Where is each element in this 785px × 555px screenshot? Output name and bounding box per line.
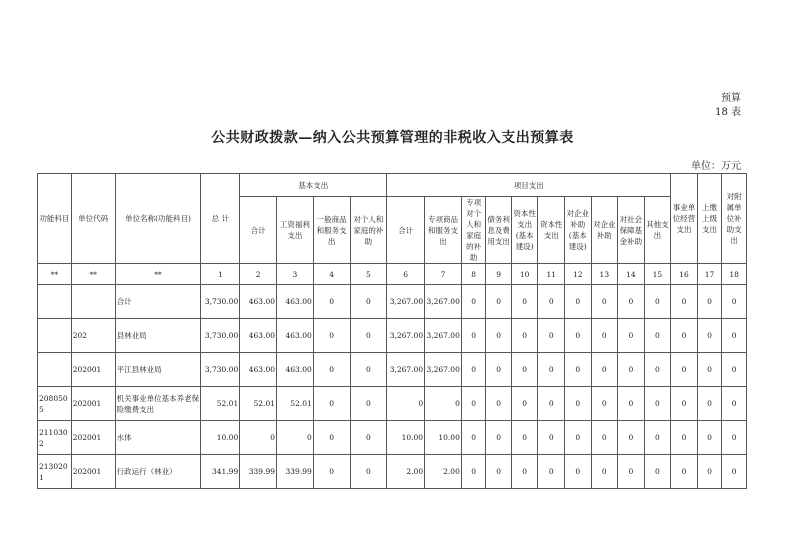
cell-affil: 0 xyxy=(722,387,747,421)
index-cell: 2 xyxy=(240,264,277,285)
index-cell: ** xyxy=(71,264,115,285)
index-cell: 16 xyxy=(671,264,698,285)
header-debt: 债务利息及费用支出 xyxy=(486,197,512,264)
cell-other: 0 xyxy=(644,421,671,455)
cell-wages: 0 xyxy=(277,421,314,455)
header-group-basic: 基本支出 xyxy=(240,174,387,197)
cell-ent-basic: 0 xyxy=(565,285,592,319)
cell-cap-basic: 0 xyxy=(511,285,538,319)
cell-ent-basic: 0 xyxy=(565,319,592,353)
cell-code: 202001 xyxy=(71,421,115,455)
cell-affil: 0 xyxy=(722,285,747,319)
cell-name: 机关事业单位基本养老保险缴费支出 xyxy=(115,387,201,421)
cell-func xyxy=(38,285,72,319)
header-unit-code: 单位代码 xyxy=(71,174,115,264)
cell-p-household: 0 xyxy=(461,455,486,489)
index-cell: 11 xyxy=(538,264,565,285)
index-cell: 17 xyxy=(697,264,722,285)
cell-debt: 0 xyxy=(486,421,512,455)
cell-wages: 52.01 xyxy=(277,387,314,421)
header-total: 总 计 xyxy=(201,174,240,264)
cell-goods: 0 xyxy=(313,387,350,421)
header-row-groups xyxy=(38,174,747,197)
cell-ent-basic: 0 xyxy=(565,455,592,489)
cell-ent-basic: 0 xyxy=(565,387,592,421)
cell-goods: 0 xyxy=(313,455,350,489)
index-cell: ** xyxy=(115,264,201,285)
cell-p-goods: 10.00 xyxy=(425,421,462,455)
index-cell: 4 xyxy=(313,264,350,285)
cell-goods: 0 xyxy=(313,353,350,387)
index-cell: 9 xyxy=(486,264,512,285)
cell-name: 合计 xyxy=(115,285,201,319)
cell-cap: 0 xyxy=(538,319,565,353)
header-capital-basic: 资本性支出(基本建设) xyxy=(511,197,538,264)
cell-social: 0 xyxy=(618,421,645,455)
index-cell: 18 xyxy=(722,264,747,285)
cell-household: 0 xyxy=(350,285,387,319)
cell-code: 202001 xyxy=(71,387,115,421)
cell-p-goods: 2.00 xyxy=(425,455,462,489)
form-number-label: 18 表 xyxy=(715,107,741,118)
cell-code: 202 xyxy=(71,319,115,353)
header-capital: 资本性支出 xyxy=(538,197,565,264)
cell-social: 0 xyxy=(618,455,645,489)
index-cell: 1 xyxy=(201,264,240,285)
cell-upper: 0 xyxy=(697,455,722,489)
cell-name: 平江县林业局 xyxy=(115,353,201,387)
cell-affil: 0 xyxy=(722,319,747,353)
cell-affil: 0 xyxy=(722,455,747,489)
cell-household: 0 xyxy=(350,353,387,387)
cell-code xyxy=(71,285,115,319)
header-unit-name: 单位名称(功能科目) xyxy=(115,174,201,264)
cell-cap-basic: 0 xyxy=(511,353,538,387)
cell-p-sum: 2.00 xyxy=(387,455,425,489)
cell-inst: 0 xyxy=(671,387,698,421)
header-enterprise-subsidy: 对企业补助 xyxy=(591,197,618,264)
cell-inst: 0 xyxy=(671,319,698,353)
cell-b-sum: 0 xyxy=(240,421,277,455)
cell-func: 2130201 xyxy=(38,455,72,489)
index-cell: 15 xyxy=(644,264,671,285)
cell-household: 0 xyxy=(350,421,387,455)
cell-social: 0 xyxy=(618,387,645,421)
cell-wages: 463.00 xyxy=(277,319,314,353)
cell-upper: 0 xyxy=(697,319,722,353)
cell-cap: 0 xyxy=(538,455,565,489)
cell-func xyxy=(38,319,72,353)
cell-other: 0 xyxy=(644,319,671,353)
header-affiliate-subsidy: 对附属单位补助支出 xyxy=(722,174,747,264)
cell-name: 县林业局 xyxy=(115,319,201,353)
cell-social: 0 xyxy=(618,285,645,319)
cell-total: 52.01 xyxy=(201,387,240,421)
cell-b-sum: 463.00 xyxy=(240,285,277,319)
cell-wages: 463.00 xyxy=(277,353,314,387)
form-type-label: 预算 xyxy=(721,93,741,104)
header-upper-pay: 上缴上级支出 xyxy=(697,174,722,264)
cell-p-sum: 3,267.00 xyxy=(387,319,425,353)
cell-upper: 0 xyxy=(697,387,722,421)
table-row xyxy=(38,387,747,421)
cell-affil: 0 xyxy=(722,353,747,387)
cell-cap-basic: 0 xyxy=(511,421,538,455)
index-cell: ** xyxy=(38,264,72,285)
index-cell: 8 xyxy=(461,264,486,285)
cell-inst: 0 xyxy=(671,421,698,455)
unit-label: 单位：万元 xyxy=(691,161,741,172)
cell-inst: 0 xyxy=(671,455,698,489)
cell-name: 行政运行（林业） xyxy=(115,455,201,489)
header-special-goods: 专项商品和服务支出 xyxy=(425,197,462,264)
header-wages: 工资福利支出 xyxy=(277,197,314,264)
header-social-security: 对社会保障基金补助 xyxy=(618,197,645,264)
cell-upper: 0 xyxy=(697,353,722,387)
cell-b-sum: 463.00 xyxy=(240,319,277,353)
table-row xyxy=(38,455,747,489)
cell-b-sum: 52.01 xyxy=(240,387,277,421)
cell-p-household: 0 xyxy=(461,285,486,319)
cell-func xyxy=(38,353,72,387)
cell-household: 0 xyxy=(350,455,387,489)
cell-func: 2080505 xyxy=(38,387,72,421)
cell-goods: 0 xyxy=(313,285,350,319)
cell-household: 0 xyxy=(350,387,387,421)
cell-debt: 0 xyxy=(486,455,512,489)
index-cell: 10 xyxy=(511,264,538,285)
cell-cap-basic: 0 xyxy=(511,319,538,353)
header-special-household: 专项对个人和家庭的补助 xyxy=(461,197,486,264)
page-title: 公共财政拨款—纳入公共预算管理的非税收入支出预算表 xyxy=(211,130,574,146)
cell-p-household: 0 xyxy=(461,421,486,455)
table-row xyxy=(38,421,747,455)
cell-ent: 0 xyxy=(591,353,618,387)
cell-other: 0 xyxy=(644,285,671,319)
index-row xyxy=(38,264,747,285)
header-other: 其他支出 xyxy=(644,197,671,264)
cell-p-sum: 10.00 xyxy=(387,421,425,455)
cell-cap: 0 xyxy=(538,353,565,387)
index-cell: 5 xyxy=(350,264,387,285)
cell-other: 0 xyxy=(644,387,671,421)
cell-total: 3,730.00 xyxy=(201,353,240,387)
cell-total: 3,730.00 xyxy=(201,285,240,319)
cell-debt: 0 xyxy=(486,285,512,319)
header-institution-ops: 事业单位经营支出 xyxy=(671,174,698,264)
cell-b-sum: 339.99 xyxy=(240,455,277,489)
cell-wages: 339.99 xyxy=(277,455,314,489)
header-function-code: 功能科目 xyxy=(38,174,72,264)
cell-goods: 0 xyxy=(313,319,350,353)
cell-b-sum: 463.00 xyxy=(240,353,277,387)
header-project-sum: 合计 xyxy=(387,197,425,264)
cell-p-sum: 3,267.00 xyxy=(387,353,425,387)
cell-cap: 0 xyxy=(538,387,565,421)
cell-ent: 0 xyxy=(591,387,618,421)
index-cell: 14 xyxy=(618,264,645,285)
cell-debt: 0 xyxy=(486,387,512,421)
cell-total: 10.00 xyxy=(201,421,240,455)
cell-ent: 0 xyxy=(591,455,618,489)
cell-code: 202001 xyxy=(71,353,115,387)
cell-cap: 0 xyxy=(538,285,565,319)
cell-p-household: 0 xyxy=(461,353,486,387)
cell-other: 0 xyxy=(644,455,671,489)
cell-cap: 0 xyxy=(538,421,565,455)
cell-debt: 0 xyxy=(486,319,512,353)
cell-ent-basic: 0 xyxy=(565,353,592,387)
header-basic-sum: 合计 xyxy=(240,197,277,264)
cell-ent: 0 xyxy=(591,285,618,319)
table-body xyxy=(38,285,747,489)
cell-code: 202001 xyxy=(71,455,115,489)
cell-ent-basic: 0 xyxy=(565,421,592,455)
cell-inst: 0 xyxy=(671,285,698,319)
header-group-project: 项目支出 xyxy=(387,174,671,197)
form-reference xyxy=(715,92,741,120)
table-row xyxy=(38,285,747,319)
header-household: 对个人和家庭的补助 xyxy=(350,197,387,264)
cell-debt: 0 xyxy=(486,353,512,387)
index-cell: 7 xyxy=(425,264,462,285)
header-goods: 一般商品和服务支出 xyxy=(313,197,350,264)
table-row xyxy=(38,319,747,353)
cell-goods: 0 xyxy=(313,421,350,455)
cell-inst: 0 xyxy=(671,353,698,387)
cell-p-sum: 3,267.00 xyxy=(387,285,425,319)
cell-ent: 0 xyxy=(591,319,618,353)
cell-affil: 0 xyxy=(722,421,747,455)
cell-cap-basic: 0 xyxy=(511,455,538,489)
cell-social: 0 xyxy=(618,319,645,353)
cell-p-goods: 3,267.00 xyxy=(425,353,462,387)
cell-p-goods: 3,267.00 xyxy=(425,319,462,353)
cell-household: 0 xyxy=(350,319,387,353)
header-enterprise-subsidy-basic: 对企业补助(基本建设) xyxy=(565,197,592,264)
cell-p-goods: 0 xyxy=(425,387,462,421)
cell-p-household: 0 xyxy=(461,387,486,421)
cell-name: 水体 xyxy=(115,421,201,455)
cell-p-goods: 3,267.00 xyxy=(425,285,462,319)
cell-social: 0 xyxy=(618,353,645,387)
cell-p-sum: 0 xyxy=(387,387,425,421)
cell-func: 2110302 xyxy=(38,421,72,455)
cell-other: 0 xyxy=(644,353,671,387)
index-cell: 12 xyxy=(565,264,592,285)
cell-upper: 0 xyxy=(697,285,722,319)
cell-cap-basic: 0 xyxy=(511,387,538,421)
cell-wages: 463.00 xyxy=(277,285,314,319)
cell-total: 341.99 xyxy=(201,455,240,489)
cell-ent: 0 xyxy=(591,421,618,455)
index-cell: 13 xyxy=(591,264,618,285)
index-cell: 6 xyxy=(387,264,425,285)
cell-p-household: 0 xyxy=(461,319,486,353)
table-row xyxy=(38,353,747,387)
cell-total: 3,730.00 xyxy=(201,319,240,353)
cell-upper: 0 xyxy=(697,421,722,455)
index-cell: 3 xyxy=(277,264,314,285)
budget-table xyxy=(37,173,747,489)
